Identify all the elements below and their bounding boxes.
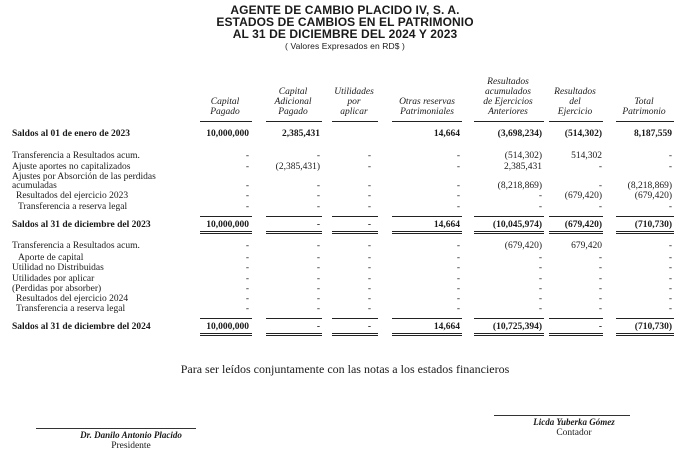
- subtotal-line: [332, 216, 378, 217]
- table-row: [0, 241, 690, 252]
- table-row: [0, 151, 690, 162]
- cell-value: 14,664: [433, 220, 460, 230]
- table-row: [0, 322, 690, 333]
- subtotal-line: [549, 318, 603, 319]
- cell-value: -: [316, 151, 320, 161]
- col-header-resultados-ejercicio: Resultados del Ejercicio: [554, 87, 596, 117]
- cell-value: (710,730): [634, 220, 672, 230]
- company-name: AGENTE DE CAMBIO PLACIDO IV, S. A.: [230, 3, 460, 17]
- subtotal-line: [549, 216, 603, 217]
- cell-value: -: [668, 162, 672, 172]
- cell-value: (514,302): [564, 129, 602, 139]
- row-label: Resultados del ejercicio 2024: [16, 294, 129, 304]
- cell-value: 514,302: [571, 151, 602, 161]
- cell-value: -: [456, 263, 460, 273]
- cell-value: -: [456, 241, 460, 251]
- cell-value: -: [367, 220, 371, 230]
- row-label: Transferencia a Resultados acum.: [12, 241, 140, 251]
- total-double-line: [474, 231, 544, 234]
- cell-value: -: [316, 294, 320, 304]
- subtotal-line: [474, 318, 544, 319]
- cell-value: -: [367, 202, 371, 212]
- subtotal-line: [616, 318, 674, 319]
- cell-value: (3,698,234): [497, 129, 542, 139]
- cell-value: -: [598, 162, 602, 172]
- row-label: Transferencia a reserva legal: [16, 304, 126, 314]
- cell-value: -: [316, 220, 320, 230]
- cell-value: -: [598, 202, 602, 212]
- cell-value: -: [598, 322, 602, 332]
- cell-value: -: [245, 151, 249, 161]
- cell-value: -: [456, 294, 460, 304]
- cell-value: -: [245, 263, 249, 273]
- cell-value: -: [316, 181, 320, 191]
- cell-value: 14,664: [433, 129, 460, 139]
- table-row: [0, 129, 690, 140]
- cell-value: -: [538, 253, 542, 263]
- col-header-underline: [474, 121, 544, 122]
- statement-title: ESTADOS DE CAMBIOS EN EL PATRIMONIO: [216, 15, 474, 29]
- footnote: Para ser leídos conjuntamente con las notas a los estados financieros: [180, 362, 510, 376]
- cell-value: (514,302): [504, 151, 542, 161]
- cell-value: -: [538, 274, 542, 284]
- cell-value: -: [367, 191, 371, 201]
- table-row: [0, 220, 690, 231]
- total-double-line: [332, 231, 378, 234]
- cell-value: -: [367, 253, 371, 263]
- cell-value: (8,218,869): [497, 181, 542, 191]
- cell-value: -: [456, 151, 460, 161]
- cell-value: -: [668, 274, 672, 284]
- cell-value: 2,385,431: [282, 129, 320, 139]
- cell-value: -: [668, 284, 672, 294]
- cell-value: -: [456, 274, 460, 284]
- cell-value: (679,420): [564, 191, 602, 201]
- col-header-underline: [616, 121, 674, 122]
- cell-value: -: [598, 253, 602, 263]
- subtotal-line: [200, 216, 252, 217]
- subtotal-line: [616, 216, 674, 217]
- subtotal-line: [474, 216, 544, 217]
- cell-value: (679,420): [504, 241, 542, 251]
- cell-value: -: [668, 151, 672, 161]
- col-header-otras-reservas: Otras reservas Patrimoniales: [399, 97, 455, 117]
- subtotal-line: [266, 318, 322, 319]
- cell-value: (2,385,431): [275, 162, 320, 172]
- row-label: Utilidades por aplicar: [12, 274, 95, 284]
- cell-value: (679,420): [564, 220, 602, 230]
- total-double-line: [474, 333, 544, 336]
- cell-value: (8,218,869): [627, 181, 672, 191]
- col-header-resultados-acumulados: Resultados acumulados de Ejercicios Anteriores: [483, 77, 533, 117]
- cell-value: -: [316, 263, 320, 273]
- cell-value: -: [598, 274, 602, 284]
- cell-value: 10,000,000: [206, 129, 249, 139]
- cell-value: -: [367, 294, 371, 304]
- cell-value: -: [245, 284, 249, 294]
- cell-value: (10,045,974): [492, 220, 542, 230]
- cell-value: -: [367, 162, 371, 172]
- total-double-line: [332, 333, 378, 336]
- total-double-line: [200, 231, 252, 234]
- col-header-underline: [200, 121, 252, 122]
- signature-name-right: Licda Yuberka Gómez: [533, 417, 615, 427]
- statement-period: AL 31 DE DICIEMBRE DEL 2024 Y 2023: [232, 27, 458, 41]
- signature-role-left: Presidente: [111, 441, 151, 451]
- cell-value: (10,725,394): [492, 322, 542, 332]
- row-label: Resultados del ejercicio 2023: [16, 191, 129, 201]
- subtotal-line: [332, 318, 378, 319]
- cell-value: 8,187,559: [634, 129, 672, 139]
- cell-value: -: [538, 284, 542, 294]
- subtotal-line: [392, 216, 462, 217]
- cell-value: -: [367, 304, 371, 314]
- total-double-line: [200, 333, 252, 336]
- row-label: Transferencia a Resultados acum.: [12, 151, 140, 161]
- cell-value: -: [598, 304, 602, 314]
- cell-value: -: [456, 304, 460, 314]
- total-double-line: [616, 333, 674, 336]
- table-row: [0, 202, 690, 213]
- cell-value: -: [245, 162, 249, 172]
- cell-value: -: [538, 294, 542, 304]
- col-header-underline: [549, 121, 603, 122]
- cell-value: -: [668, 202, 672, 212]
- subtotal-line: [392, 318, 462, 319]
- cell-value: (679,420): [634, 191, 672, 201]
- cell-value: 10,000,000: [206, 322, 249, 332]
- cell-value: -: [245, 241, 249, 251]
- cell-value: 2,385,431: [504, 162, 542, 172]
- cell-value: -: [316, 274, 320, 284]
- cell-value: -: [367, 241, 371, 251]
- table-row: [0, 263, 690, 274]
- row-label: Ajustes por Absorción de las perdidas: [12, 172, 156, 182]
- cell-value: -: [538, 191, 542, 201]
- cell-value: -: [316, 284, 320, 294]
- row-label: Transferencia a reserva legal: [18, 202, 128, 212]
- total-double-line: [392, 231, 462, 234]
- total-double-line: [266, 333, 322, 336]
- col-header-total-patrimonio: Total Patrimonio: [622, 97, 666, 117]
- cell-value: (710,730): [634, 322, 672, 332]
- col-header-underline: [266, 121, 322, 122]
- cell-value: -: [245, 253, 249, 263]
- cell-value: -: [367, 181, 371, 191]
- cell-value: -: [538, 202, 542, 212]
- table-row: [0, 191, 690, 202]
- cell-value: -: [367, 274, 371, 284]
- cell-value: -: [245, 304, 249, 314]
- cell-value: -: [598, 181, 602, 191]
- col-header-underline: [332, 121, 378, 122]
- cell-value: -: [456, 181, 460, 191]
- cell-value: -: [367, 284, 371, 294]
- cell-value: -: [316, 253, 320, 263]
- signature-role-right: Contador: [556, 428, 592, 438]
- cell-value: 10,000,000: [206, 220, 249, 230]
- cell-value: -: [668, 294, 672, 304]
- cell-value: -: [598, 263, 602, 273]
- col-header-capital-pagado: Capital Pagado: [210, 97, 240, 117]
- cell-value: -: [668, 304, 672, 314]
- cell-value: -: [538, 304, 542, 314]
- cell-value: -: [668, 263, 672, 273]
- row-label: Aporte de capital: [18, 253, 84, 263]
- total-double-line: [616, 231, 674, 234]
- cell-value: -: [456, 253, 460, 263]
- cell-value: -: [316, 304, 320, 314]
- row-label: Saldos al 01 de enero de 2023: [12, 129, 131, 139]
- cell-value: -: [245, 202, 249, 212]
- signature-line-left: [36, 428, 196, 429]
- cell-value: -: [668, 241, 672, 251]
- cell-value: -: [538, 263, 542, 273]
- cell-value: -: [456, 284, 460, 294]
- cell-value: -: [456, 162, 460, 172]
- cell-value: -: [316, 241, 320, 251]
- total-double-line: [266, 231, 322, 234]
- subtotal-line: [200, 318, 252, 319]
- cell-value: -: [367, 322, 371, 332]
- cell-value: 679,420: [571, 241, 602, 251]
- cell-value: -: [245, 191, 249, 201]
- cell-value: -: [316, 202, 320, 212]
- subtotal-line: [266, 216, 322, 217]
- table-row: [0, 304, 690, 315]
- cell-value: -: [598, 294, 602, 304]
- row-label: Utilidad no Distribuidas: [12, 263, 104, 273]
- cell-value: -: [367, 151, 371, 161]
- cell-value: 14,664: [433, 322, 460, 332]
- row-label: acumuladas: [12, 181, 57, 191]
- cell-value: -: [668, 253, 672, 263]
- total-double-line: [549, 333, 603, 336]
- signature-line-right: [494, 415, 630, 416]
- cell-value: -: [598, 284, 602, 294]
- col-header-utilidades: Utilidades por aplicar: [334, 87, 374, 117]
- cell-value: -: [367, 263, 371, 273]
- cell-value: -: [245, 274, 249, 284]
- row-label: Ajuste aportes no capitalizados: [12, 162, 131, 172]
- cell-value: -: [456, 191, 460, 201]
- signature-name-left: Dr. Danilo Antonio Placido: [80, 430, 182, 440]
- cell-value: -: [316, 191, 320, 201]
- currency-note: ( Valores Expresados en RD$ ): [285, 41, 405, 51]
- col-header-capital-adicional: Capital Adicional Pagado: [274, 87, 312, 117]
- row-label: (Perdidas por absorber): [12, 284, 102, 294]
- row-label: Saldos al 31 de diciembre del 2023: [12, 220, 151, 230]
- cell-value: -: [316, 322, 320, 332]
- cell-value: -: [245, 294, 249, 304]
- col-header-underline: [392, 121, 462, 122]
- total-double-line: [392, 333, 462, 336]
- cell-value: -: [245, 181, 249, 191]
- total-double-line: [549, 231, 603, 234]
- row-label: Saldos al 31 de diciembre del 2024: [12, 322, 151, 332]
- cell-value: -: [456, 202, 460, 212]
